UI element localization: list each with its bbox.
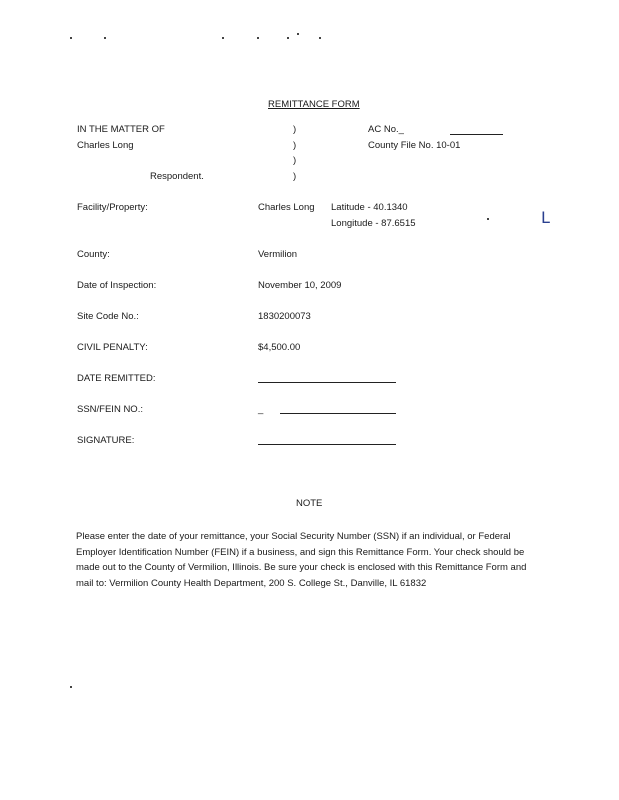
county-file-label: County File No. 10-01 (368, 140, 461, 151)
respondent-label: Respondent. (150, 171, 204, 182)
caption-bracket: ) (293, 155, 297, 166)
county-value: Vermilion (258, 249, 298, 260)
scan-speck (257, 37, 259, 39)
scan-speck (104, 37, 106, 39)
scan-speck (70, 37, 72, 39)
ac-no-label: AC No._ (368, 124, 404, 135)
party-name: Charles Long (77, 140, 134, 151)
scan-speck (319, 37, 321, 39)
caption-bracket: ) (293, 140, 297, 151)
signature-line[interactable] (258, 444, 396, 445)
county-label: County: (77, 249, 110, 260)
caption-bracket: ) (293, 171, 297, 182)
form-title: REMITTANCE FORM (268, 99, 360, 110)
site-code-label: Site Code No.: (77, 311, 139, 322)
longitude: Longitude - 87.6515 (331, 218, 416, 229)
date-remitted-line[interactable] (258, 382, 396, 383)
scan-speck (487, 218, 489, 220)
date-remitted-label: DATE REMITTED: (77, 373, 156, 384)
matter-label: IN THE MATTER OF (77, 124, 165, 135)
scan-speck (297, 33, 299, 35)
site-code-value: 1830200073 (258, 311, 311, 322)
note-heading: NOTE (296, 498, 323, 509)
scan-speck (70, 686, 72, 688)
note-body: Please enter the date of your remittance, your Social Security Number (SSN) if an individual, or Federal Employer Identification Number (FEIN) if a business, and sign this Remittance Form. Your check should be made out to the County of Vermilion, Illinois. Be sure your check is enclosed with this Remittance Form and mail to: Vermilion County Health Department, 200 S. College St., Danville, IL 61832 (76, 531, 527, 589)
ssn-line[interactable] (280, 413, 396, 414)
scan-speck (222, 37, 224, 39)
handwritten-mark: L (541, 208, 550, 227)
penalty-label: CIVIL PENALTY: (77, 342, 148, 353)
inspection-label: Date of Inspection: (77, 280, 157, 291)
facility-label: Facility/Property: (77, 202, 148, 213)
scan-speck (287, 37, 289, 39)
caption-bracket: ) (293, 124, 297, 135)
ssn-prefix: _ (258, 404, 264, 415)
ac-no-line (450, 134, 503, 135)
latitude: Latitude - 40.1340 (331, 202, 408, 213)
ssn-label: SSN/FEIN NO.: (77, 404, 143, 415)
facility-value: Charles Long (258, 202, 315, 213)
penalty-value: $4,500.00 (258, 342, 301, 353)
inspection-value: November 10, 2009 (258, 280, 342, 291)
signature-label: SIGNATURE: (77, 435, 135, 446)
